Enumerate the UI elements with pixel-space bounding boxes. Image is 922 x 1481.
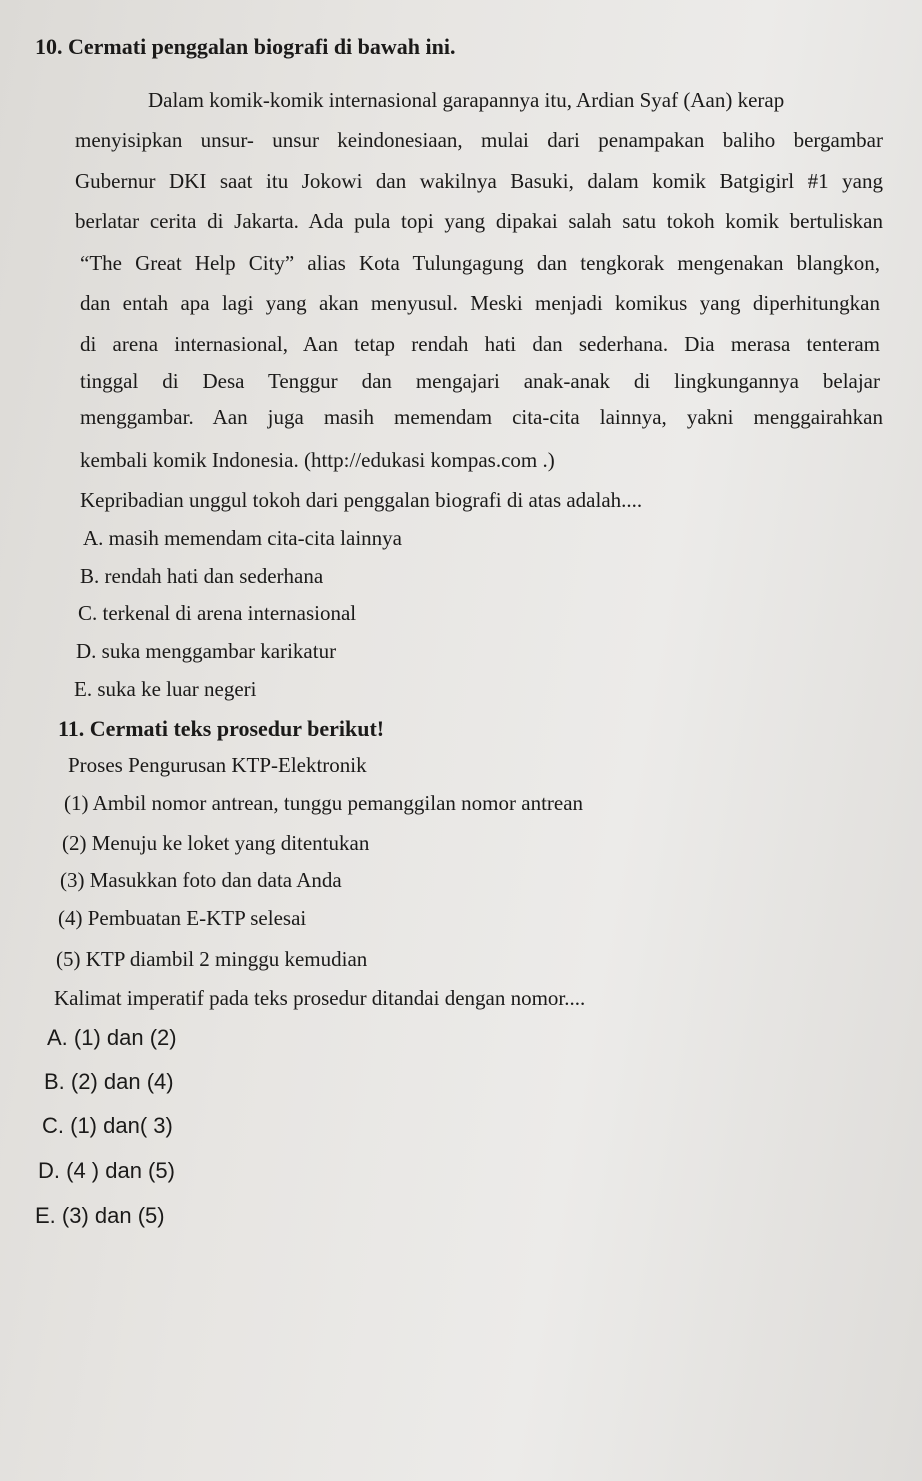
q10-passage-line-4: berlatar cerita di Jakarta. Ada pula topi yang dipakai salah satu tokoh komik bertuliskan [75,209,883,233]
q10-passage-line-2: menyisipkan unsur- unsur keindonesiaan, mulai dari penampakan baliho bergambar [75,128,883,152]
q11-option-b: B. (2) dan (4) [44,1069,174,1094]
q10-passage-line-6: dan entah apa lagi yang akan menyusul. Meski menjadi komikus yang diperhitungkan [80,291,880,315]
q11-step-5: (5) KTP diambil 2 minggu kemudian [56,947,368,971]
q11-procedure-title: Proses Pengurusan KTP-Elektronik [68,753,367,777]
q10-question: Kepribadian unggul tokoh dari penggalan biografi di atas adalah.... [80,488,643,512]
q10-option-b: B. rendah hati dan sederhana [80,564,324,588]
q11-heading: 11. Cermati teks prosedur berikut! [58,716,385,741]
q11-option-d: D. (4 ) dan (5) [38,1158,175,1183]
q10-option-e: E. suka ke luar negeri [74,677,257,701]
q10-passage-line-1: Dalam komik-komik internasional garapannya itu, Ardian Syaf (Aan) kerap [148,88,785,112]
q10-passage-line-9: menggambar. Aan juga masih memendam cita-cita lainnya, yakni menggairahkan [80,405,883,429]
q10-passage-line-3: Gubernur DKI saat itu Jokowi dan wakilnya Basuki, dalam komik Batgigirl #1 yang [75,169,883,193]
q10-passage-line-10: kembali komik Indonesia. (http://edukasi kompas.com .) [80,448,555,472]
q11-step-3: (3) Masukkan foto dan data Anda [60,868,342,892]
q11-step-1: (1) Ambil nomor antrean, tunggu pemanggilan nomor antrean [64,791,584,815]
q11-option-c: C. (1) dan( 3) [42,1113,173,1138]
q10-option-c: C. terkenal di arena internasional [78,601,357,625]
q10-passage-line-7: di arena internasional, Aan tetap rendah hati dan sederhana. Dia merasa tenteram [80,332,880,356]
q11-step-2: (2) Menuju ke loket yang ditentukan [62,831,370,855]
q10-passage-line-5: “The Great Help City” alias Kota Tulungagung dan tengkorak mengenakan blangkon, [80,251,880,275]
q11-option-e: E. (3) dan (5) [35,1203,165,1228]
q10-heading: 10. Cermati penggalan biografi di bawah ini. [35,34,456,59]
q11-step-4: (4) Pembuatan E-KTP selesai [58,906,307,930]
q10-option-d: D. suka menggambar karikatur [76,639,337,663]
q10-passage-line-8: tinggal di Desa Tenggur dan mengajari anak-anak di lingkungannya belajar [80,369,880,393]
q11-question: Kalimat imperatif pada teks prosedur ditandai dengan nomor.... [54,986,586,1010]
q10-option-a: A. masih memendam cita-cita lainnya [83,526,402,550]
q11-option-a: A. (1) dan (2) [47,1025,177,1050]
